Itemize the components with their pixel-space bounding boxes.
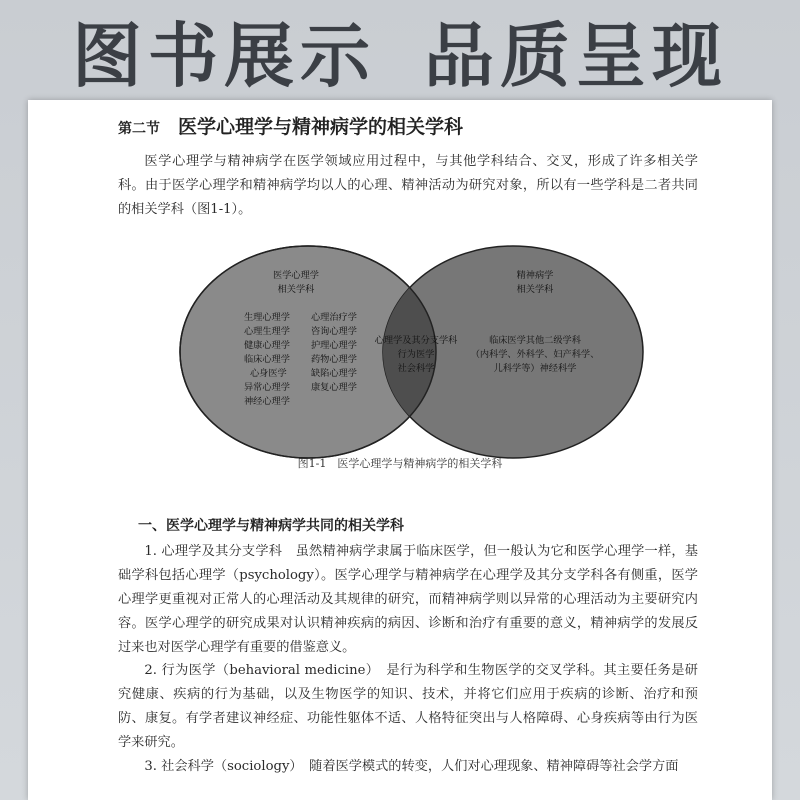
- book-page: [28, 100, 772, 800]
- item-1-lead: 1. 心理学及其分支学科: [144, 544, 283, 559]
- left-item: 缺陷心理学: [311, 368, 357, 379]
- item-2-text: 是行为科学和生物医学的交叉学科。其主要任务是研究健康、疾病的行为基础，以及生物医学的知识、技术，并将它们应用于疾病的诊断、治疗和预防、康复。有学者建议神经症、功能性躯体不适、人格特征突出与人格障碍、心身疾病等由行为医学来研究。: [118, 663, 698, 750]
- banner-right-text: 品质呈现: [424, 14, 728, 97]
- banner: [0, 0, 800, 100]
- center-item: 社会科学: [397, 363, 435, 374]
- banner-left-text: 图书展示: [72, 14, 376, 97]
- subsection-heading: 一、医学心理学与精神病学共同的相关学科: [138, 518, 404, 534]
- left-item: 生理心理学: [244, 312, 290, 323]
- left-item: 咨询心理学: [311, 326, 357, 337]
- intro-paragraph: 医学心理学与精神病学在医学领域应用过程中，与其他学科结合、交叉，形成了许多相关学科。由于医学心理学和精神病学均以人的心理、精神活动为研究对象，所以有一些学科是二者共同的相关学科（图1-1）。: [118, 154, 698, 217]
- left-item: 康复心理学: [311, 382, 357, 393]
- left-item: 护理心理学: [311, 340, 357, 351]
- section-header: [118, 112, 463, 139]
- left-item: 心身医学: [250, 368, 287, 379]
- left-item: 异常心理学: [244, 382, 290, 393]
- section-title: 医学心理学与精神病学的相关学科: [178, 116, 464, 138]
- left-item: 临床心理学: [244, 354, 290, 365]
- item-1-paragraph: [118, 540, 698, 660]
- left-item: 健康心理学: [244, 340, 290, 351]
- center-item: 行为医学: [397, 349, 435, 360]
- left-title-line: 相关学科: [277, 284, 315, 295]
- item-3-paragraph: [118, 755, 698, 779]
- item-2-paragraph: [118, 659, 698, 755]
- item-1-text: 虽然精神病学隶属于临床医学，但一般认为它和医学心理学一样，基础学科包括心理学（psychology）。医学心理学与精神病学在心理学及其分支学科各有侧重，医学心理学更重视对正常人的心理活动及其规律的研究，而精神病学则以异常的心理活动为主要研究内容。医学心理学的研究成果对认识精神疾病的病因、诊断和治疗有重要的意义，精神病学的发展反过来也对医学心理学有重要的借鉴意义。: [118, 544, 698, 655]
- left-item: 神经心理学: [244, 396, 290, 407]
- venn-diagram: [178, 245, 648, 460]
- section-number: 第二节: [118, 121, 160, 137]
- item-2-lead: 2. 行为医学（behavioral medicine）: [144, 663, 373, 678]
- right-item: （内科学、外科学、妇产科学、: [470, 349, 600, 360]
- right-title-line: 相关学科: [516, 284, 554, 295]
- left-item: 心理生理学: [244, 326, 290, 337]
- item-3-lead: 3. 社会科学（sociology）: [144, 759, 296, 774]
- left-title-line: 医学心理学: [273, 270, 319, 281]
- right-item: 临床医学其他二级学科: [489, 335, 581, 346]
- figure-caption: 图1-1 医学心理学与精神病学的相关学科: [297, 457, 503, 470]
- left-item: 药物心理学: [311, 354, 357, 365]
- item-3-text: 随着医学模式的转变，人们对心理现象、精神障碍等社会学方面: [296, 759, 679, 774]
- center-item: 心理学及其分支学科: [374, 335, 458, 346]
- right-item: 儿科学等）神经科学: [493, 363, 577, 374]
- right-title-line: 精神病学: [516, 270, 554, 281]
- left-item: 心理治疗学: [311, 312, 357, 323]
